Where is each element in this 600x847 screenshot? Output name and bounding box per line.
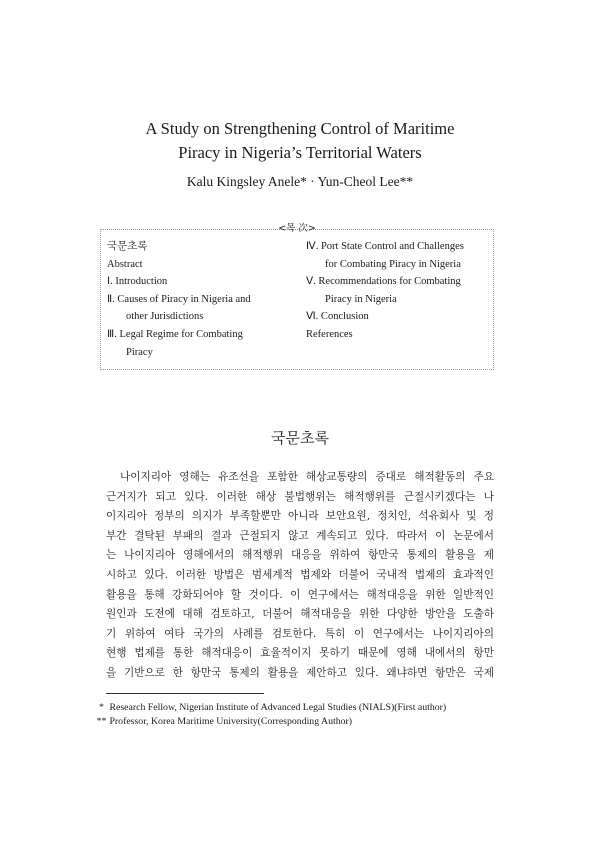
footnote-mark: *: [99, 702, 104, 713]
abstract-line: 을 기반으로 한 항만국 통제의 활용을 제안하고 있다. 왜냐하면 항만은 국제: [106, 666, 494, 679]
table-of-contents: [100, 223, 494, 370]
toc-item: Ⅳ. Port State Control and Challenges: [306, 241, 464, 252]
toc-item: Piracy: [126, 346, 153, 358]
abstract-line: 부간 결탁된 부패의 결과 근절되지 않고 계속되고 있다. 따라서 이 논문에서: [106, 529, 494, 542]
toc-item: for Combating Piracy in Nigeria: [325, 258, 461, 270]
toc-item: Ⅱ. Causes of Piracy in Nigeria and: [107, 293, 251, 305]
abstract-line: 이지리아 정부의 의지가 부족할뿐만 아니라 보안요원, 정치인, 석유회사 및 정: [106, 510, 494, 523]
toc-item: References: [306, 328, 353, 340]
title-line: A Study on Strengthening Control of Maritime: [145, 119, 455, 138]
section-heading: 국문초록: [271, 429, 329, 447]
toc-item: other Jurisdictions: [126, 311, 204, 323]
toc-item: Ⅵ. Conclusion: [306, 311, 369, 323]
abstract-body: [106, 468, 494, 684]
title-line: Piracy in Nigeria’s Territorial Waters: [178, 143, 422, 162]
abstract-line: 원인과 도전에 대해 검토하고, 더불어 해적대응을 위한 다양한 방안을 도출하: [106, 608, 494, 621]
toc-item: Piracy in Nigeria: [325, 293, 397, 305]
toc-item: Abstract: [107, 258, 143, 270]
abstract-line: 나이지리아 영해는 유조선을 포함한 해상교통량의 증대로 해적활동의 주요: [120, 471, 494, 483]
toc-item: Ⅰ. Introduction: [107, 276, 168, 288]
footnotes: [96, 701, 506, 728]
toc-right-column: [306, 238, 492, 344]
author-line: Kalu Kingsley Anele* · Yun-Cheol Lee**: [186, 174, 414, 189]
footnote-text: Research Fellow, Nigerian Institute of Advanced Legal Studies (NIALS)(First author): [109, 702, 447, 713]
toc-heading: <목 次>: [278, 223, 316, 234]
toc-left-column: [107, 238, 293, 361]
footnote-text: Professor, Korea Maritime University(Corresponding Author): [109, 715, 353, 727]
abstract-line: 활용을 통해 강화되어야 할 것이다. 이 연구에서는 해적대응을 위한 일반적인: [106, 588, 494, 601]
abstract-line: 기 위하여 여타 국가의 사례를 검토한다. 특히 이 연구에서는 나이지리아의: [106, 627, 494, 640]
paper-title: [0, 117, 600, 165]
abstract-line: 시하고 있다. 이러한 방법은 범세계적 법제와 더불어 국내적 법제의 효과적인: [106, 568, 494, 581]
toc-item: Ⅴ. Recommendations for Combating: [306, 276, 461, 288]
toc-item: Ⅲ. Legal Regime for Combating: [107, 328, 243, 340]
abstract-line: 현행 법제를 통한 해적대응이 효율적이지 못하기 때문에 영해 내에서의 항만: [106, 647, 494, 660]
abstract-line: 는 나이지리아 영해에서의 해적행위 대응을 위하여 항만국 통제의 활용을 제: [106, 549, 494, 562]
footnote: [96, 701, 506, 715]
footnote-mark: **: [96, 715, 107, 727]
toc-item: 국문초록: [107, 241, 148, 252]
abstract-line: 근거지가 되고 있다. 이러한 해상 불법행위는 해적행위를 근절시키겠다는 나: [106, 490, 494, 503]
footnote: [96, 715, 506, 729]
footnote-divider: [106, 693, 264, 694]
